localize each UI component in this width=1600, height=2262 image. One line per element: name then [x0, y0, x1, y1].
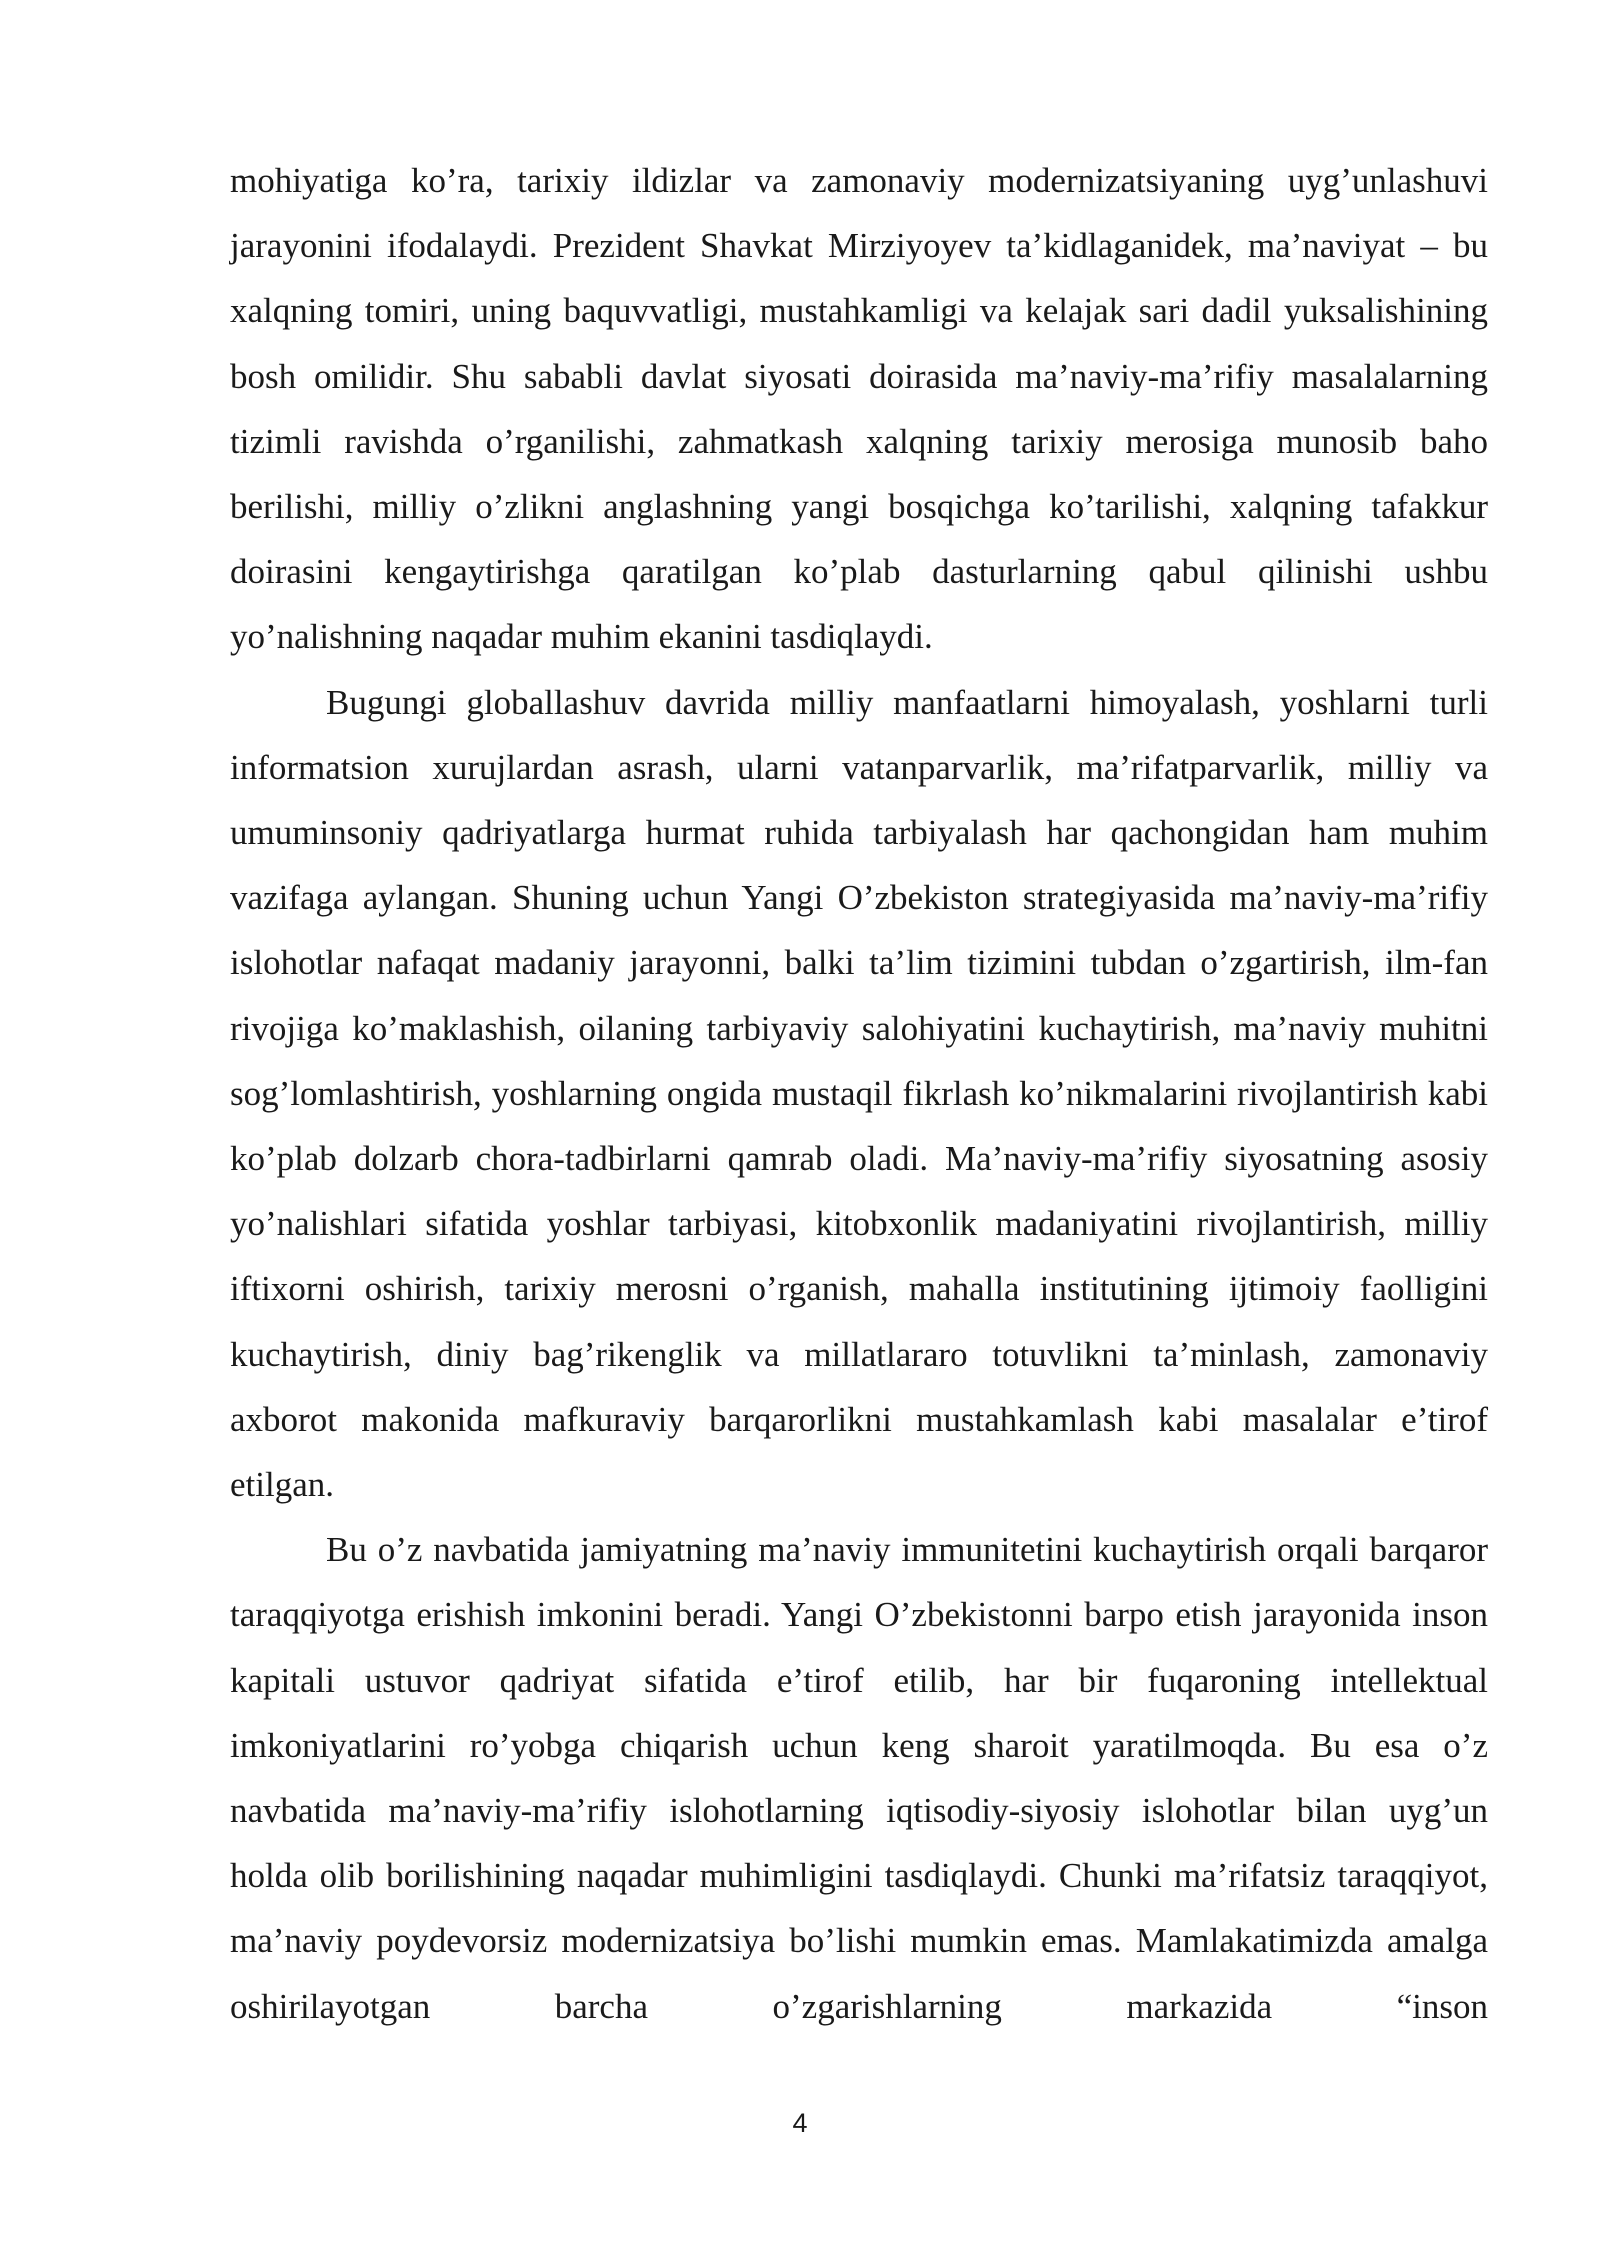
body-text — [230, 148, 1488, 2039]
paragraph-1: mohiyatiga ko’ra, tarixiy ildizlar va zamonaviy modernizatsiyaning uyg’unlashuvi jarayonini ifodalaydi. Prezident Shavkat Mirziyoyev ta’kidlaganidek, ma’naviyat – bu xalqning tomiri, uning baquvvatligi, mustahkamligi va kelajak sari dadil yuksalishining bosh omilidir. Shu sababli davlat siyosati doirasida ma’naviy-ma’rifiy masalalarning tizimli ravishda o’rganilishi, zahmatkash xalqning tarixiy merosiga munosib baho berilishi, milliy o’zlikni anglashning yangi bosqichga ko’tarilishi, xalqning tafakkur doirasini kengaytirishga qaratilgan ko’plab dasturlarning qabul qilinishi ushbu yo’nalishning naqadar muhim ekanini tasdiqlaydi. — [230, 161, 1488, 657]
paragraph-3: Bu o’z navbatida jamiyatning ma’naviy immunitetini kuchaytirish orqali barqaror taraqqiyotga erishish imkonini beradi. Yangi O’zbekistonni barpo etish jarayonida inson kapitali ustuvor qadriyat sifatida e’tirof etilib, har bir fuqaroning intellektual imkoniyatlarini ro’yobga chiqarish uchun keng sharoit yaratilmoqda. Bu esa o’z navbatida ma’naviy-ma’rifiy islohotlarning iqtisodiy-siyosiy islohotlar bilan uyg’un holda olib borilishining naqadar muhimligini tasdiqlaydi. Chunki ma’rifatsiz taraqqiyot, ma’naviy poydevorsiz modernizatsiya bo’lishi mumkin emas. Mamlakatimizda amalga oshirilayotgan barcha o’zgarishlarning markazida “inson — [230, 1530, 1488, 2026]
paragraph-2: Bugungi globallashuv davrida milliy manfaatlarni himoyalash, yoshlarni turli informatsion xurujlardan asrash, ularni vatanparvarlik, ma’rifatparvarlik, milliy va umuminsoniy qadriyatlarga hurmat ruhida tarbiyalash har qachongidan ham muhim vazifaga aylangan. Shuning uchun Yangi O’zbekiston strategiyasida ma’naviy-ma’rifiy islohotlar nafaqat madaniy jarayonni, balki ta’lim tizimini tubdan o’zgartirish, ilm-fan rivojiga ko’maklashish, oilaning tarbiyaviy salohiyatini kuchaytirish, ma’naviy muhitni sog’lomlashtirish, yoshlarning ongida mustaqil fikrlash ko’nikmalarini rivojlantirish kabi ko’plab dolzarb chora-tadbirlarni qamrab oladi. Ma’naviy-ma’rifiy siyosatning asosiy yo’nalishlari sifatida yoshlar tarbiyasi, kitobxonlik madaniyatini rivojlantirish, milliy iftixorni oshirish, tarixiy merosni o’rganish, mahalla institutining ijtimoiy faolligini kuchaytirish, diniy bag’rikenglik va millatlararo totuvlikni ta’minlash, zamonaviy axborot makonida mafkuraviy barqarorlikni mustahkamlash kabi masalalar e’tirof etilgan. — [230, 682, 1488, 1505]
page-number: 4 — [792, 2108, 808, 2138]
